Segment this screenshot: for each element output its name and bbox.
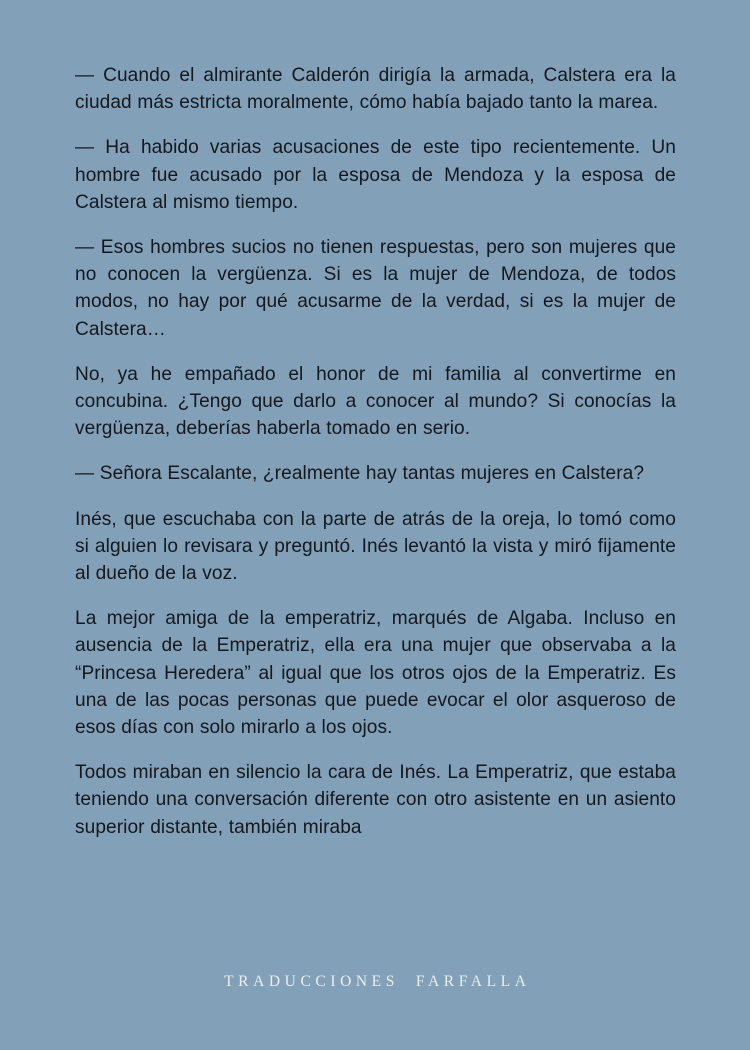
- story-paragraph: — Ha habido varias acusaciones de este tipo recientemente. Un hombre fue acusado por la esposa de Mendoza y la esposa de Calstera al mismo tiempo.: [75, 137, 676, 213]
- story-paragraph: No, ya he empañado el honor de mi familia al convertirme en concubina. ¿Tengo que darlo a conocer al mundo? Si conocías la vergüenza, deberías haberla tomado en serio.: [75, 363, 676, 440]
- story-paragraph: Todos miraban en silencio la cara de Inés. La Emperatriz, que estaba teniendo una conversación diferente con otro asistente en un asiento superior distante, también miraba: [75, 762, 676, 838]
- story-paragraph: — Señora Escalante, ¿realmente hay tantas mujeres en Calstera?: [75, 463, 645, 485]
- story-paragraph: — Cuando el almirante Calderón dirigía la armada, Calstera era la ciudad más estricta moralmente, cómo había bajado tanto la marea.: [75, 65, 676, 114]
- story-paragraph: — Esos hombres sucios no tienen respuestas, pero son mujeres que no conocen la vergüenza. Si es la mujer de Mendoza, de todos modos, no hay por qué acusarme de la verdad, si es la mujer de Calstera…: [75, 237, 676, 340]
- story-paragraph: Inés, que escuchaba con la parte de atrás de la oreja, lo tomó como si alguien lo revisara y preguntó. Inés levantó la vista y miró fijamente al dueño de la voz.: [75, 508, 676, 585]
- story-paragraph: La mejor amiga de la emperatriz, marqués de Algaba. Incluso en ausencia de la Emperatriz, ella era una mujer que observaba a la “Princesa Heredera” al igual que los otros ojos de la Emperatriz. Es una de las pocas personas que puede evocar el olor asqueroso de esos días con solo mirarlo a los ojos.: [75, 608, 676, 739]
- translator-watermark: TRADUCCIONES FARFALLA: [224, 973, 531, 990]
- reader-text-column: [75, 62, 676, 841]
